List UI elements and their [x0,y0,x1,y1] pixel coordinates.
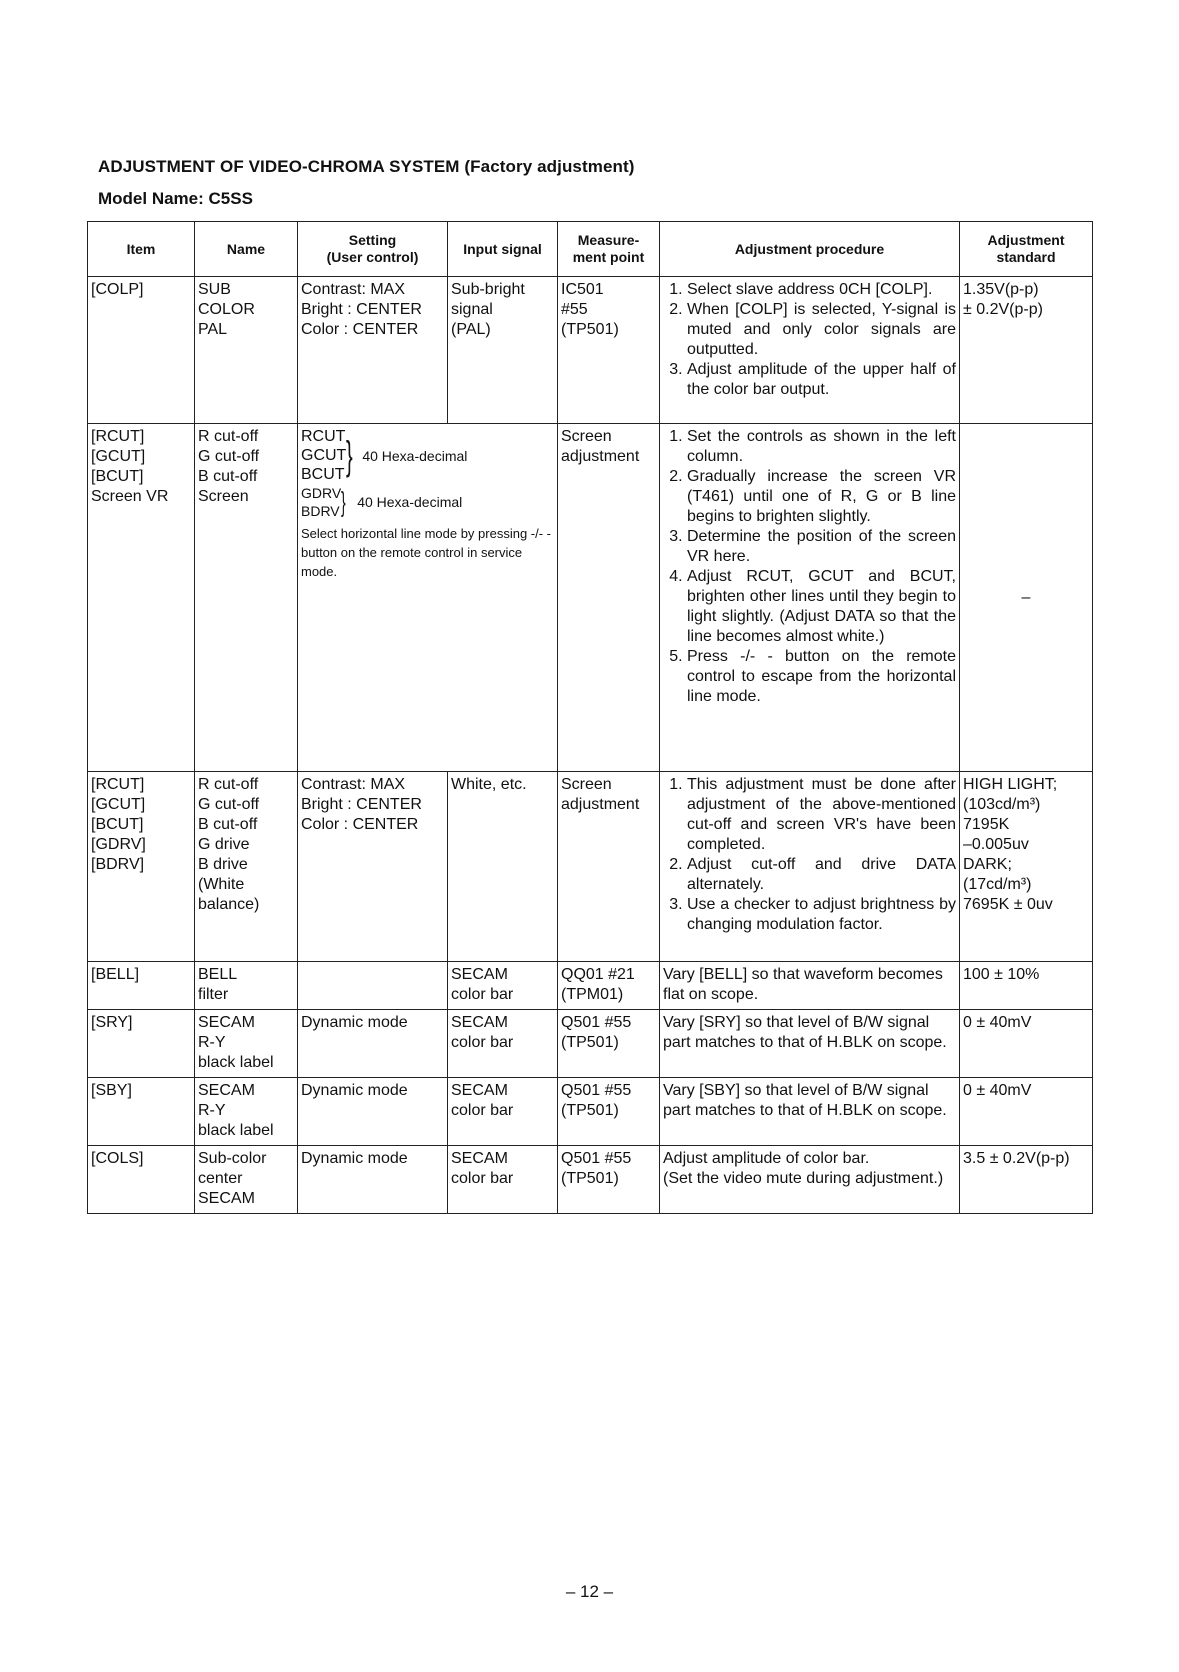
cell-setting: Contrast: MAX Bright : CENTER Color : CENTER [298,277,448,424]
cell-name: SECAM R-Y black label [195,1010,298,1078]
right-brace-icon: } [346,433,354,478]
setting-service-note: Select horizontal line mode by pressing -/- - button on the remote control in service mode. [301,526,552,579]
cell-name: SUB COLOR PAL [195,277,298,424]
procedure-step: 3. Adjust amplitude of the upper half of the color bar output. [687,360,956,400]
cell-input: White, etc. [448,772,558,962]
cell-setting: Contrast: MAX Bright : CENTER Color : CENTER [298,772,448,962]
cell-setting: Dynamic mode [298,1078,448,1146]
cell-measure: QQ01 #21 (TPM01) [558,962,660,1010]
table-header-row [88,222,1093,277]
procedure-step: 1. This adjustment must be done after adjustment of the above-mentioned cut-off and screen VR's have been completed. [687,775,956,855]
cell-measure: Q501 #55 (TP501) [558,1146,660,1214]
cell-procedure [660,424,960,772]
cell-standard: 100 ± 10% [960,962,1093,1010]
setting-drive-labels: GDRV BDRV [301,485,342,519]
cell-item: [SRY] [88,1010,195,1078]
table-row [88,1078,1093,1146]
cell-setting: Dynamic mode [298,1146,448,1214]
table-row [88,772,1093,962]
cell-standard: 3.5 ± 0.2V(p-p) [960,1146,1093,1214]
cell-item: [BELL] [88,962,195,1010]
cell-input: SECAM color bar [448,962,558,1010]
cell-standard: HIGH LIGHT; (103cd/m³) 7195K –0.005uv DARK; (17cd/m³) 7695K ± 0uv [960,772,1093,962]
cell-input: SECAM color bar [448,1146,558,1214]
procedure-step: 2. Adjust cut-off and drive DATA alternately. [687,855,956,895]
cell-item: [RCUT] [GCUT] [BCUT] Screen VR [88,424,195,772]
procedure-step: 2. Gradually increase the screen VR (T461) until one of R, G or B line begins to brighten slightly. [687,467,956,527]
header-input-signal: Input signal [448,222,558,277]
cell-procedure: Adjust amplitude of color bar. (Set the video mute during adjustment.) [660,1146,960,1214]
page-number: – 12 – [565,1582,614,1601]
header-item: Item [88,222,195,277]
header-adjustment-procedure: Adjustment procedure [660,222,960,277]
procedure-step: 3. Determine the position of the screen VR here. [687,527,956,567]
table-row [88,277,1093,424]
adjustment-table [87,221,1093,1214]
setting-drive-note: 40 Hexa-decimal [357,494,463,510]
cell-procedure: Vary [SRY] so that level of B/W signal part matches to that of H.BLK on scope. [660,1010,960,1078]
setting-group-cut [301,427,554,484]
cell-name: R cut-off G cut-off B cut-off Screen [195,424,298,772]
table-row [88,1010,1093,1078]
procedure-step: 5. Press -/- - button on the remote control to escape from the horizontal line mode. [687,647,956,707]
cell-procedure: Vary [SBY] so that level of B/W signal part matches to that of H.BLK on scope. [660,1078,960,1146]
cell-input: Sub-bright signal (PAL) [448,277,558,424]
cell-standard: – [960,424,1093,772]
cell-standard: 0 ± 40mV [960,1010,1093,1078]
table-row [88,1146,1093,1214]
cell-item: [SBY] [88,1078,195,1146]
cell-name: SECAM R-Y black label [195,1078,298,1146]
header-name: Name [195,222,298,277]
header-measurement-point: Measure- ment point [558,222,660,277]
model-name: Model Name: C5SS [98,189,253,208]
cell-setting-merged [298,424,558,772]
cell-procedure: Vary [BELL] so that waveform becomes flat on scope. [660,962,960,1010]
procedure-step: 4. Adjust RCUT, GCUT and BCUT, brighten other lines until they begin to light slightly. (Adjust DATA so that the line becomes almost white.) [687,567,956,647]
cell-measure: IC501 #55 (TP501) [558,277,660,424]
cell-input: SECAM color bar [448,1010,558,1078]
cell-setting [298,962,448,1010]
cell-name: BELL filter [195,962,298,1010]
setting-cut-note: 40 Hexa-decimal [362,447,468,464]
setting-cut-labels: RCUT GCUT BCUT [301,428,347,483]
cell-item: [COLS] [88,1146,195,1214]
table-row [88,962,1093,1010]
cell-input: SECAM color bar [448,1078,558,1146]
procedure-step: 1. Select slave address 0CH [COLP]. [687,280,956,300]
cell-item: [RCUT] [GCUT] [BCUT] [GDRV] [BDRV] [88,772,195,962]
cell-measure: Q501 #55 (TP501) [558,1010,660,1078]
setting-group-drive [301,484,554,520]
cell-measure: Screen adjustment [558,424,660,772]
right-brace-icon: } [341,486,346,517]
cell-measure: Q501 #55 (TP501) [558,1078,660,1146]
document-title: ADJUSTMENT OF VIDEO-CHROMA SYSTEM (Factory adjustment) [98,157,635,176]
cell-name: Sub-color center SECAM [195,1146,298,1214]
cell-setting: Dynamic mode [298,1010,448,1078]
header-adjustment-standard: Adjustment standard [960,222,1093,277]
procedure-step: 1. Set the controls as shown in the left column. [687,427,956,467]
cell-procedure [660,772,960,962]
cell-procedure [660,277,960,424]
procedure-step: 3. Use a checker to adjust brightness by changing modulation factor. [687,895,956,935]
cell-standard: 1.35V(p-p) ± 0.2V(p-p) [960,277,1093,424]
cell-standard: 0 ± 40mV [960,1078,1093,1146]
cell-name: R cut-off G cut-off B cut-off G drive B drive (White balance) [195,772,298,962]
table-row [88,424,1093,772]
procedure-step: 2. When [COLP] is selected, Y-signal is muted and only color signals are outputted. [687,300,956,360]
cell-measure: Screen adjustment [558,772,660,962]
header-setting: Setting (User control) [298,222,448,277]
cell-item: [COLP] [88,277,195,424]
